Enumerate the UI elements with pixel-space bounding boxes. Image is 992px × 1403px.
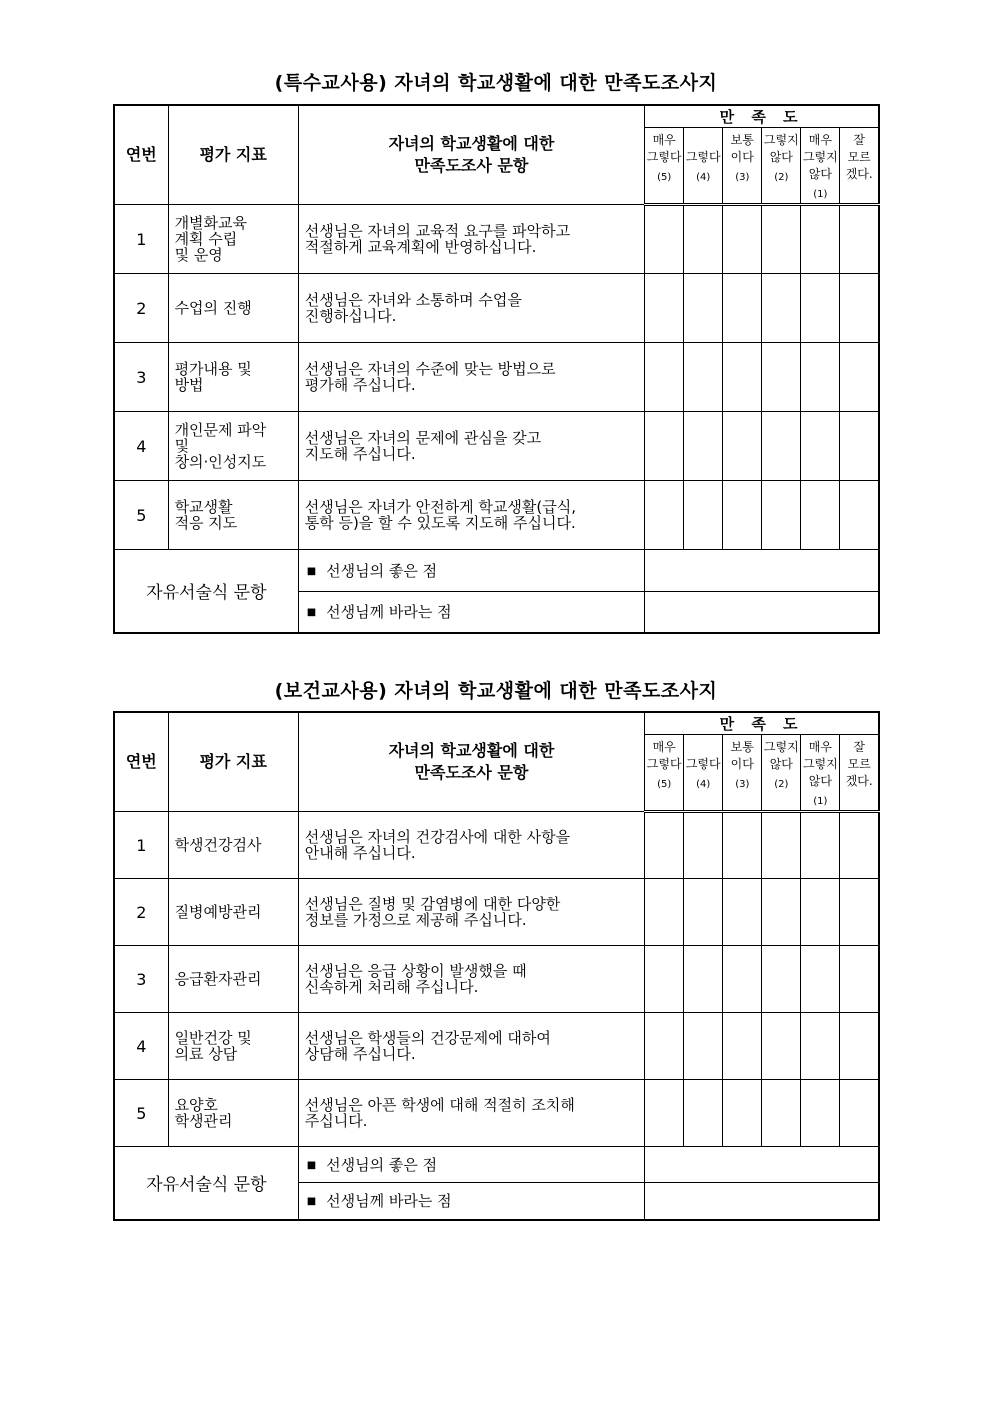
rating-cell-4[interactable] [762, 481, 801, 550]
satisfaction-header: 만 족 도 [645, 712, 879, 735]
row-question [298, 1013, 644, 1080]
indicator-line: 학생관리 [174, 1112, 233, 1130]
scale-label-line: 이다 [730, 150, 754, 164]
row-indicator [168, 879, 298, 946]
indicator-line: 개인문제 파악 [174, 421, 267, 439]
table-row [114, 946, 879, 1013]
question-line: 신속하게 처리해 주십니다. [304, 978, 479, 996]
table-row [114, 1080, 879, 1147]
free-response-answer-wish[interactable] [645, 1183, 879, 1220]
col-header-indicator: 평가 지표 [168, 105, 298, 205]
scale-header-4 [801, 128, 840, 205]
scale-label-line [684, 132, 722, 149]
row-question [298, 412, 644, 481]
table-row [114, 274, 879, 343]
indicator-line: 학교생활 [174, 498, 233, 516]
row-number: 5 [114, 1080, 168, 1147]
question-line: 진행하십니다. [304, 307, 397, 325]
rating-cell-3[interactable] [723, 274, 762, 343]
question-line: 상담해 주십니다. [304, 1045, 416, 1063]
scale-label-line: 그렇다 [685, 757, 721, 771]
indicator-line: 학생건강검사 [174, 836, 262, 854]
table-row [114, 205, 879, 274]
rating-cell-3[interactable] [723, 412, 762, 481]
indicator-line: 계획 수립 [174, 230, 238, 248]
free-response-row [114, 1147, 879, 1183]
rating-cell-6[interactable] [840, 812, 879, 879]
section2-title: (보건교사용) 자녀의 학교생활에 대한 만족도조사지 [274, 680, 718, 702]
satisfaction-header: 만 족 도 [645, 105, 879, 128]
scale-label-line: 않다 [808, 774, 832, 788]
row-number: 2 [114, 274, 168, 343]
free-item-text: 선생님께 바라는 점 [326, 1192, 452, 1211]
free-response-answer-wish[interactable] [645, 592, 879, 633]
rating-cell-5[interactable] [801, 879, 840, 946]
square-bullet-icon: ■ [306, 566, 317, 577]
scale-label-line: 겠다. [845, 167, 873, 181]
row-number: 1 [114, 812, 168, 879]
table-row [114, 481, 879, 550]
question-line: 정보를 가정으로 제공해 주십니다. [304, 911, 527, 929]
rating-cell-3[interactable] [723, 879, 762, 946]
free-response-answer-good[interactable] [645, 1147, 879, 1183]
col-header-question-line1: 자녀의 학교생활에 대한 [388, 134, 555, 153]
question-line: 선생님은 자녀가 안전하게 학교생활(급식, [304, 498, 576, 516]
free-response-answer-good[interactable] [645, 550, 879, 592]
rating-cell-2[interactable] [684, 274, 723, 343]
question-line: 평가해 주십니다. [304, 376, 416, 394]
question-line: 선생님은 응급 상황이 발생했을 때 [304, 962, 527, 980]
indicator-line: 의료 상담 [174, 1045, 238, 1063]
rating-cell-5[interactable] [801, 1080, 840, 1147]
rating-cell-2[interactable] [684, 481, 723, 550]
rating-cell-5[interactable] [801, 481, 840, 550]
rating-cell-6[interactable] [840, 412, 879, 481]
question-line: 주십니다. [304, 1112, 368, 1130]
col-header-question [298, 105, 644, 205]
question-line: 선생님은 학생들의 건강문제에 대하여 [304, 1029, 551, 1047]
rating-cell-5[interactable] [801, 205, 840, 274]
rating-cell-2[interactable] [684, 1013, 723, 1080]
row-indicator [168, 274, 298, 343]
free-response-label: 자유서술식 문항 [114, 550, 298, 633]
col-header-question-line2: 만족도조사 문항 [414, 156, 529, 175]
scale-code: (5) [657, 779, 672, 790]
rating-cell-1[interactable] [645, 1013, 684, 1080]
question-line: 선생님은 자녀와 소통하며 수업을 [304, 291, 522, 309]
row-number: 3 [114, 946, 168, 1013]
free-item-text: 선생님께 바라는 점 [326, 603, 452, 622]
table-row [114, 343, 879, 412]
indicator-line: 개별화교육 [174, 214, 248, 232]
scale-label-line: 잘 [853, 133, 865, 147]
rating-cell-2[interactable] [684, 412, 723, 481]
scale-label-line: 그렇다 [646, 150, 682, 164]
scale-label-line: 그렇지 [802, 757, 838, 771]
scale-code: (3) [735, 172, 750, 183]
rating-cell-4[interactable] [762, 343, 801, 412]
col-header-indicator: 평가 지표 [168, 712, 298, 812]
scale-label-line: 않다 [769, 757, 793, 771]
table-row [114, 1013, 879, 1080]
scale-label-line: 보통 [730, 740, 754, 754]
scale-header-4 [801, 735, 840, 812]
rating-cell-6[interactable] [840, 481, 879, 550]
scale-code: (3) [735, 779, 750, 790]
scale-label-line: 그렇다 [685, 150, 721, 164]
rating-cell-3[interactable] [723, 343, 762, 412]
rating-cell-3[interactable] [723, 481, 762, 550]
rating-cell-4[interactable] [762, 412, 801, 481]
question-line: 적절하게 교육계획에 반영하십니다. [304, 238, 537, 256]
free-response-item-good [298, 550, 644, 592]
rating-cell-5[interactable] [801, 812, 840, 879]
scale-label-line: 그렇지 [802, 150, 838, 164]
indicator-line: 적응 지도 [174, 514, 238, 532]
row-indicator [168, 412, 298, 481]
indicator-line: 및 운영 [174, 246, 223, 264]
scale-label-line: 않다 [808, 167, 832, 181]
question-line: 선생님은 자녀의 수준에 맞는 방법으로 [304, 360, 556, 378]
scale-label-line: 그렇지 [763, 133, 799, 147]
rating-cell-6[interactable] [840, 343, 879, 412]
scale-header-2 [723, 128, 762, 205]
rating-cell-4[interactable] [762, 812, 801, 879]
row-question [298, 812, 644, 879]
rating-cell-1[interactable] [645, 1080, 684, 1147]
row-question [298, 481, 644, 550]
row-number: 2 [114, 879, 168, 946]
row-indicator [168, 812, 298, 879]
rating-cell-4[interactable] [762, 274, 801, 343]
question-line: 안내해 주십니다. [304, 844, 416, 862]
scale-label-line: 매우 [652, 133, 676, 147]
scale-label-line: 그렇지 [763, 740, 799, 754]
scale-code: (2) [774, 172, 789, 183]
row-question [298, 205, 644, 274]
rating-cell-6[interactable] [840, 274, 879, 343]
square-bullet-icon: ■ [306, 1196, 317, 1208]
rating-cell-2[interactable] [684, 1080, 723, 1147]
rating-cell-2[interactable] [684, 812, 723, 879]
indicator-line: 창의·인성지도 [174, 453, 267, 471]
indicator-line: 질병예방관리 [174, 903, 262, 921]
col-header-question-line2: 만족도조사 문항 [414, 763, 529, 782]
rating-cell-4[interactable] [762, 205, 801, 274]
rating-cell-6[interactable] [840, 946, 879, 1013]
rating-cell-2[interactable] [684, 946, 723, 1013]
rating-cell-1[interactable] [645, 412, 684, 481]
col-header-num: 연번 [114, 712, 168, 812]
scale-label-line: 보통 [730, 133, 754, 147]
scale-label-line: 않다 [769, 150, 793, 164]
rating-cell-5[interactable] [801, 274, 840, 343]
scale-label-line: 잘 [853, 740, 865, 754]
question-line: 선생님은 자녀의 문제에 관심을 갖고 [304, 429, 542, 447]
row-indicator [168, 481, 298, 550]
rating-cell-4[interactable] [762, 879, 801, 946]
scale-header-3 [762, 735, 801, 812]
rating-cell-5[interactable] [801, 412, 840, 481]
col-header-question [298, 712, 644, 812]
scale-code: (1) [813, 189, 828, 200]
scale-label-line: 겠다. [845, 774, 873, 788]
question-line: 선생님은 질병 및 감염병에 대한 다양한 [304, 895, 561, 913]
section1-survey-table [113, 104, 880, 634]
scale-header-5 [840, 735, 879, 812]
rating-cell-1[interactable] [645, 812, 684, 879]
scale-header-0 [645, 128, 684, 205]
square-bullet-icon: ■ [306, 607, 317, 619]
scale-header-2 [723, 735, 762, 812]
scale-header-1 [684, 735, 723, 812]
rating-cell-5[interactable] [801, 946, 840, 1013]
rating-cell-2[interactable] [684, 205, 723, 274]
question-line: 통학 등)을 할 수 있도록 지도해 주십니다. [304, 514, 576, 532]
scale-header-0 [645, 735, 684, 812]
row-question [298, 343, 644, 412]
question-line: 지도해 주십니다. [304, 445, 416, 463]
question-line: 선생님은 자녀의 건강검사에 대한 사항을 [304, 828, 571, 846]
rating-cell-3[interactable] [723, 812, 762, 879]
row-question [298, 274, 644, 343]
rating-cell-1[interactable] [645, 343, 684, 412]
row-number: 4 [114, 412, 168, 481]
rating-cell-6[interactable] [840, 205, 879, 274]
scale-header-1 [684, 128, 723, 205]
free-item-text: 선생님의 좋은 점 [326, 1156, 438, 1174]
row-question [298, 879, 644, 946]
rating-cell-3[interactable] [723, 1013, 762, 1080]
scale-code: (4) [696, 172, 711, 183]
rating-cell-6[interactable] [840, 879, 879, 946]
row-number: 3 [114, 343, 168, 412]
row-indicator [168, 1080, 298, 1147]
rating-cell-1[interactable] [645, 946, 684, 1013]
square-bullet-icon: ■ [306, 1160, 317, 1171]
col-header-question-line1: 자녀의 학교생활에 대한 [388, 741, 555, 760]
scale-label-line: 이다 [730, 757, 754, 771]
scale-header-5 [840, 128, 879, 205]
row-number: 4 [114, 1013, 168, 1080]
scale-code: (5) [657, 172, 672, 183]
table-row [114, 879, 879, 946]
indicator-line: 수업의 진행 [174, 299, 252, 317]
row-indicator [168, 205, 298, 274]
scale-label-line: 매우 [808, 133, 832, 147]
rating-cell-6[interactable] [840, 1013, 879, 1080]
indicator-line: 및 [174, 437, 190, 455]
rating-cell-1[interactable] [645, 879, 684, 946]
scale-label-line: 매우 [652, 740, 676, 754]
row-question [298, 946, 644, 1013]
question-line: 선생님은 자녀의 교육적 요구를 파악하고 [304, 222, 571, 240]
scale-code: (2) [774, 779, 789, 790]
free-item-text: 선생님의 좋은 점 [326, 562, 438, 580]
free-response-label: 자유서술식 문항 [114, 1147, 298, 1220]
rating-cell-6[interactable] [840, 1080, 879, 1147]
free-response-row [114, 550, 879, 592]
rating-cell-3[interactable] [723, 1080, 762, 1147]
table-row [114, 812, 879, 879]
rating-cell-5[interactable] [801, 343, 840, 412]
indicator-line: 평가내용 및 [174, 360, 252, 378]
rating-cell-2[interactable] [684, 879, 723, 946]
rating-cell-1[interactable] [645, 274, 684, 343]
table-row [114, 412, 879, 481]
free-response-item-good [298, 1147, 644, 1183]
row-number: 1 [114, 205, 168, 274]
rating-cell-4[interactable] [762, 1013, 801, 1080]
col-header-num: 연번 [114, 105, 168, 205]
row-indicator [168, 946, 298, 1013]
free-response-item-wish [298, 592, 644, 633]
row-indicator [168, 343, 298, 412]
rating-cell-1[interactable] [645, 481, 684, 550]
indicator-line: 일반건강 및 [174, 1029, 252, 1047]
section1-title: (특수교사용) 자녀의 학교생활에 대한 만족도조사지 [274, 72, 718, 94]
scale-label-line: 모르 [847, 757, 871, 771]
row-question [298, 1080, 644, 1147]
scale-label-line [684, 739, 722, 756]
scale-label-line: 모르 [847, 150, 871, 164]
section2-survey-table [113, 711, 880, 1221]
free-response-item-wish [298, 1183, 644, 1220]
scale-label-line: 매우 [808, 740, 832, 754]
indicator-line: 요양호 [174, 1096, 219, 1114]
row-indicator [168, 1013, 298, 1080]
indicator-line: 방법 [174, 376, 204, 394]
scale-code: (1) [813, 796, 828, 807]
indicator-line: 응급환자관리 [174, 970, 262, 988]
rating-cell-4[interactable] [762, 946, 801, 1013]
rating-cell-1[interactable] [645, 205, 684, 274]
scale-code: (4) [696, 779, 711, 790]
question-line: 선생님은 아픈 학생에 대해 적절히 조치해 [304, 1096, 575, 1114]
rating-cell-4[interactable] [762, 1080, 801, 1147]
rating-cell-3[interactable] [723, 946, 762, 1013]
scale-label-line: 그렇다 [646, 757, 682, 771]
rating-cell-2[interactable] [684, 343, 723, 412]
rating-cell-5[interactable] [801, 1013, 840, 1080]
row-number: 5 [114, 481, 168, 550]
scale-header-3 [762, 128, 801, 205]
rating-cell-3[interactable] [723, 205, 762, 274]
